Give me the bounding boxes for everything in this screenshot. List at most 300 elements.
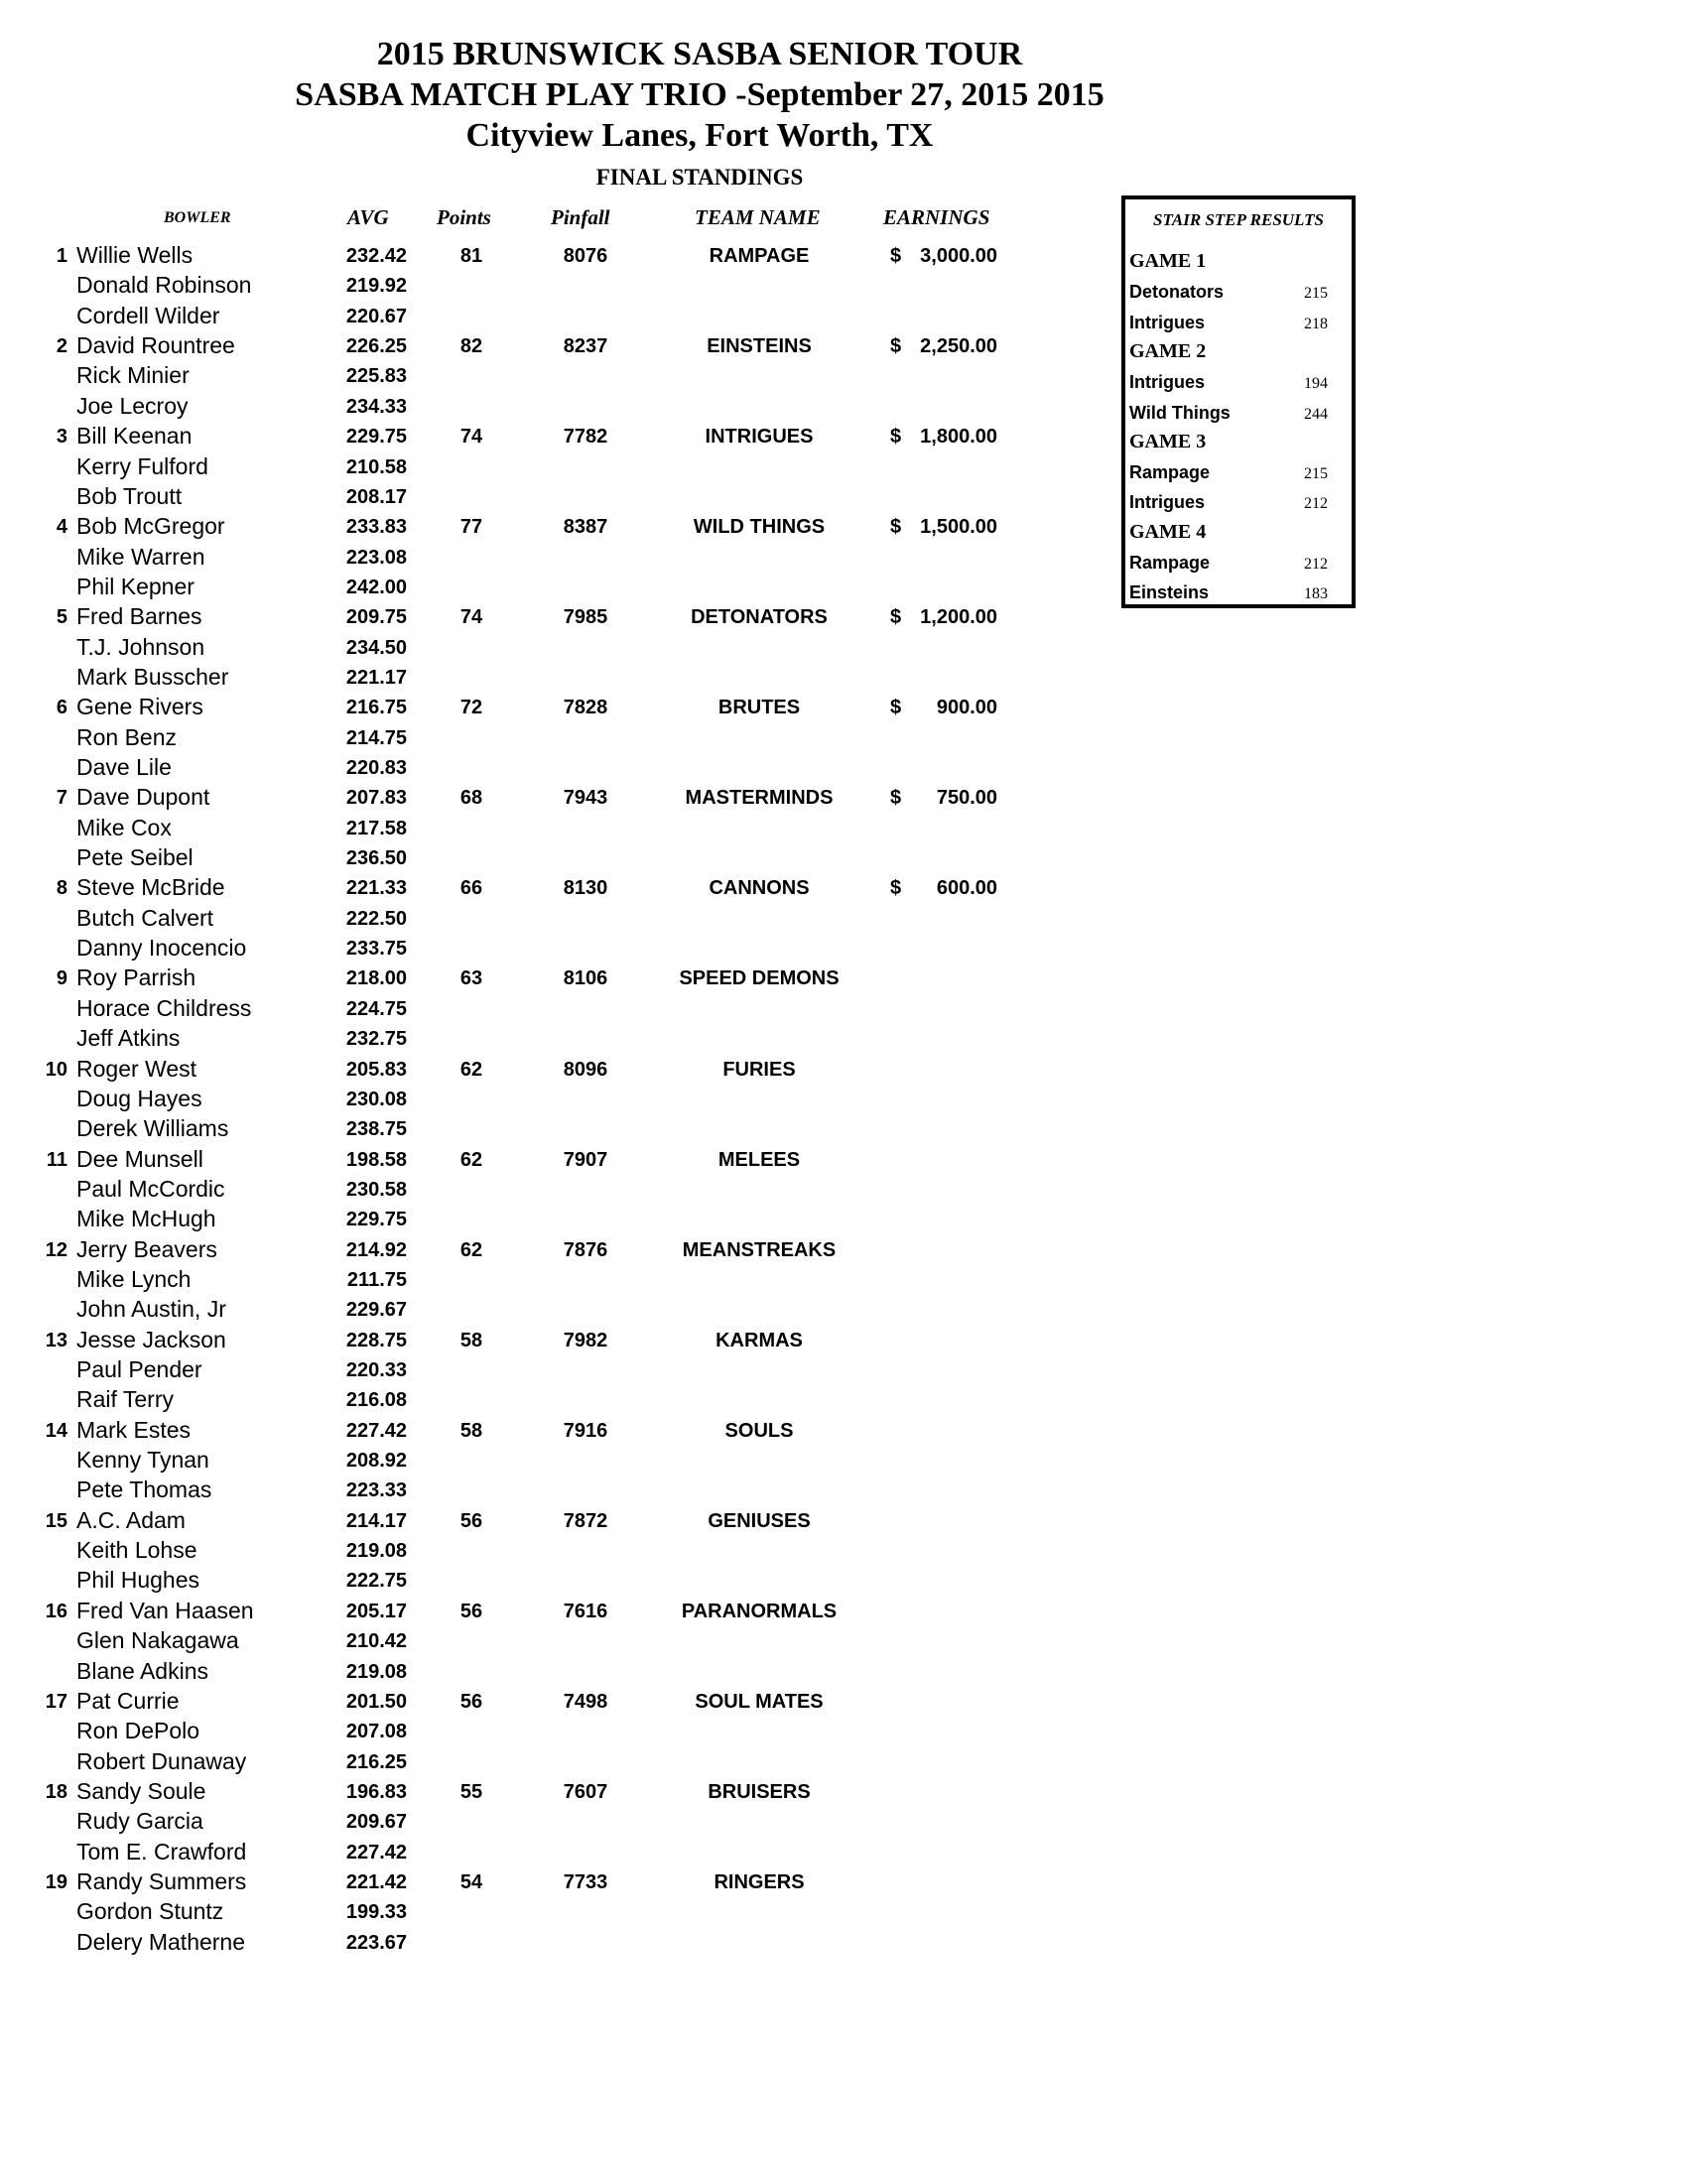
bowler-name: Dave Dupont [76,784,210,811]
rank-number: 7 [56,787,67,810]
bowler-name: Bill Keenan [76,423,193,450]
bowler-name: Jeff Atkins [76,1025,181,1052]
bowler-average: 221.17 [345,666,407,689]
stair-game-row [1129,518,1348,548]
stair-game-label: GAME 2 [1129,339,1207,362]
bowler-average: 225.83 [345,365,407,388]
team-name: SOULS [724,1419,794,1442]
team-earnings: 2,250.00 [920,335,997,358]
team-lead-row [0,1687,1092,1717]
table-row [0,1566,1092,1596]
bowler-average: 207.83 [345,787,407,810]
team-name: MELEES [717,1148,801,1171]
stair-team-name: Intrigues [1129,492,1206,513]
bowler-name: Bob McGregor [76,513,225,540]
bowler-average: 229.75 [345,426,407,449]
bowler-average: 234.33 [345,395,407,418]
team-name: GENIUSES [708,1509,811,1532]
bowler-name: Delery Matherne [76,1928,246,1955]
team-earnings: 1,800.00 [920,426,997,449]
team-pinfall: 7828 [563,697,608,719]
currency-symbol: $ [890,697,902,719]
table-row [0,1928,1092,1958]
bowler-name: Mike Warren [76,543,205,570]
rank-number: 17 [45,1690,67,1713]
table-row [0,904,1092,934]
bowler-average: 230.08 [345,1088,407,1110]
team-points: 58 [459,1419,483,1442]
currency-symbol: $ [890,335,902,358]
table-row [0,392,1092,422]
team-name: INTRIGUES [705,426,814,449]
team-points: 62 [459,1148,483,1171]
bowler-average: 216.75 [345,697,407,719]
column-header-avg: AVG [347,205,389,229]
bowler-name: Horace Childress [76,994,252,1021]
team-pinfall: 8076 [563,245,608,267]
bowler-average: 236.50 [345,847,407,869]
team-lead-row [0,693,1092,722]
table-row [0,1626,1092,1656]
rank-number: 3 [56,426,67,449]
stair-result-row [1129,487,1348,517]
table-row [0,1265,1092,1295]
table-row [0,1747,1092,1777]
table-row [0,723,1092,753]
stair-step-results-box [1121,195,1356,608]
bowler-average: 230.58 [345,1178,407,1201]
team-name: BRUISERS [708,1780,811,1803]
team-name: KARMAS [715,1329,803,1351]
team-pinfall: 7616 [563,1600,608,1622]
bowler-average: 229.75 [345,1209,407,1231]
currency-symbol: $ [890,426,902,449]
team-pinfall: 8106 [563,967,608,990]
column-header-pinfall: Pinfall [551,205,610,229]
bowler-average: 210.42 [345,1630,407,1653]
bowler-name: Joe Lecroy [76,392,189,419]
stair-team-name: Intrigues [1129,372,1206,393]
bowler-name: Ron DePolo [76,1718,200,1744]
rank-number: 13 [45,1329,67,1351]
stair-game-row [1129,247,1348,277]
team-lead-row [0,1597,1092,1626]
bowler-average: 201.50 [345,1690,407,1713]
stair-game-row [1129,428,1348,457]
bowler-average: 210.58 [345,455,407,478]
bowler-name: Jesse Jackson [76,1326,226,1352]
column-header-points: Points [437,205,491,229]
team-points: 74 [459,606,483,629]
bowler-name: T.J. Johnson [76,633,205,660]
bowler-name: David Rountree [76,332,235,359]
bowler-average: 222.50 [345,907,407,930]
team-name: MASTERMINDS [685,787,834,810]
stair-result-row [1129,398,1348,428]
table-row [0,1536,1092,1566]
table-row [0,1476,1092,1505]
bowler-average: 218.00 [345,967,407,990]
bowler-name: Fred Barnes [76,603,202,630]
team-pinfall: 7607 [563,1780,608,1803]
bowler-average: 198.58 [345,1148,407,1171]
team-points: 77 [459,516,483,539]
team-earnings: 3,000.00 [920,245,997,267]
team-points: 72 [459,697,483,719]
team-points: 81 [459,245,483,267]
table-row [0,1657,1092,1687]
team-points: 56 [459,1509,483,1532]
bowler-average: 209.75 [345,606,407,629]
stair-game-label: GAME 4 [1129,520,1207,543]
bowler-average: 209.67 [345,1811,407,1834]
team-lead-row [0,512,1092,542]
team-name: EINSTEINS [707,335,812,358]
bowler-average: 223.08 [345,546,407,569]
stair-score: 183 [1304,585,1328,603]
table-row [0,1295,1092,1325]
column-header-earnings: EARNINGS [883,205,990,229]
table-row [0,482,1092,512]
bowler-name: Keith Lohse [76,1537,197,1563]
stair-result-row [1129,457,1348,487]
bowler-name: Rick Minier [76,362,190,389]
stair-result-row [1129,308,1348,337]
bowler-name: Dee Munsell [76,1145,203,1172]
bowler-name: Paul McCordic [76,1175,225,1202]
team-lead-row [0,1867,1092,1897]
bowler-name: Steve McBride [76,874,225,901]
currency-symbol: $ [890,787,902,810]
team-pinfall: 7943 [563,787,608,810]
table-row [0,633,1092,663]
table-row [0,271,1092,301]
team-points: 68 [459,787,483,810]
column-header-team: TEAM NAME [695,205,821,229]
rank-number: 18 [45,1780,67,1803]
table-row [0,302,1092,331]
table-row [0,1175,1092,1205]
table-row [0,543,1092,573]
table-row [0,1024,1092,1054]
bowler-average: 220.33 [345,1359,407,1381]
bowler-average: 216.25 [345,1750,407,1773]
table-row [0,1717,1092,1746]
rank-number: 1 [56,245,67,267]
team-name: SOUL MATES [695,1690,824,1713]
table-row [0,1114,1092,1144]
bowler-name: Fred Van Haasen [76,1597,254,1623]
bowler-name: Butch Calvert [76,904,214,931]
table-row [0,663,1092,693]
stair-team-name: Wild Things [1129,402,1231,423]
currency-symbol: $ [890,516,902,539]
team-pinfall: 7876 [563,1238,608,1261]
bowler-name: Sandy Soule [76,1777,206,1804]
team-lead-row [0,873,1092,903]
bowler-average: 223.33 [345,1479,407,1502]
bowler-average: 205.83 [345,1058,407,1081]
team-lead-row [0,964,1092,993]
bowler-name: Roger West [76,1055,197,1082]
team-pinfall: 8237 [563,335,608,358]
team-pinfall: 7872 [563,1509,608,1532]
team-pinfall: 8096 [563,1058,608,1081]
bowler-average: 226.25 [345,335,407,358]
bowler-name: Roy Parrish [76,964,196,991]
team-points: 62 [459,1058,483,1081]
bowler-average: 205.17 [345,1600,407,1622]
stair-score: 218 [1304,315,1328,332]
bowler-name: Gordon Stuntz [76,1898,224,1925]
bowler-name: Pete Thomas [76,1477,212,1503]
bowler-average: 232.42 [345,245,407,267]
bowler-average: 214.75 [345,726,407,749]
team-points: 74 [459,426,483,449]
venue-title: Cityview Lanes, Fort Worth, TX [465,117,934,154]
team-name: RAMPAGE [709,245,810,267]
team-points: 56 [459,1600,483,1622]
team-name: FURIES [722,1058,796,1081]
table-row [0,452,1092,482]
team-lead-row [0,1416,1092,1446]
bowler-name: Mike McHugh [76,1206,216,1232]
bowler-average: 219.08 [345,1660,407,1683]
table-row [0,934,1092,964]
bowler-name: Dave Lile [76,754,172,780]
bowler-name: Ron Benz [76,723,178,750]
bowler-average: 221.42 [345,1870,407,1893]
team-lead-row [0,331,1092,361]
bowler-average: 223.67 [345,1931,407,1954]
bowler-average: 221.33 [345,877,407,900]
team-points: 55 [459,1780,483,1803]
currency-symbol: $ [890,877,902,900]
team-name: MEANSTREAKS [682,1238,837,1261]
team-points: 82 [459,335,483,358]
bowler-average: 211.75 [346,1268,407,1291]
bowler-average: 208.17 [345,485,407,508]
rank-number: 8 [56,877,67,900]
stair-result-row [1129,367,1348,397]
bowler-average: 238.75 [345,1118,407,1141]
team-pinfall: 7985 [563,606,608,629]
bowler-average: 217.58 [345,817,407,839]
bowler-name: Mike Cox [76,814,172,840]
bowler-name: Danny Inocencio [76,935,247,962]
bowler-name: Donald Robinson [76,272,252,299]
team-name: CANNONS [709,877,810,900]
team-lead-row [0,1235,1092,1265]
tour-title: 2015 BRUNSWICK SASBA SENIOR TOUR [376,36,1023,72]
team-pinfall: 8130 [563,877,608,900]
team-pinfall: 8387 [563,516,608,539]
team-points: 62 [459,1238,483,1261]
rank-number: 5 [56,606,67,629]
bowler-average: 199.33 [345,1901,407,1924]
team-name: RINGERS [714,1870,805,1893]
team-earnings: 1,500.00 [920,516,997,539]
stair-score: 215 [1304,285,1328,303]
team-points: 54 [459,1870,483,1893]
team-earnings: 1,200.00 [920,606,997,629]
rank-number: 14 [45,1419,67,1442]
bowler-name: Mark Estes [76,1416,192,1443]
bowler-average: 242.00 [345,576,407,598]
bowler-average: 228.75 [345,1329,407,1351]
bowler-average: 216.08 [345,1389,407,1412]
bowler-name: Mike Lynch [76,1265,192,1292]
rank-number: 4 [56,516,67,539]
stair-step-title: STAIR STEP RESULTS [1153,210,1324,229]
bowler-average: 227.42 [345,1841,407,1863]
currency-symbol: $ [890,245,902,267]
bowler-name: Robert Dunaway [76,1747,247,1774]
bowler-name: Rudy Garcia [76,1808,203,1835]
team-lead-row [0,783,1092,813]
team-points: 63 [459,967,483,990]
bowler-name: Tom E. Crawford [76,1838,247,1864]
rank-number: 16 [45,1600,67,1622]
bowler-name: Derek Williams [76,1115,229,1142]
team-points: 56 [459,1690,483,1713]
event-title: SASBA MATCH PLAY TRIO -September 27, 2015 2015 [295,76,1104,113]
team-pinfall: 7782 [563,426,608,449]
rank-number: 12 [45,1238,67,1261]
bowler-average: 233.75 [345,938,407,961]
bowler-average: 220.67 [345,305,407,327]
bowler-average: 222.75 [345,1570,407,1593]
bowler-name: Cordell Wilder [76,302,220,328]
bowler-average: 234.50 [345,636,407,659]
bowler-name: Jerry Beavers [76,1235,217,1262]
team-earnings: 900.00 [936,697,997,719]
bowler-average: 220.83 [345,757,407,779]
table-row [0,1085,1092,1114]
team-lead-row [0,422,1092,451]
team-lead-row [0,241,1092,271]
rank-number: 2 [56,335,67,358]
table-row [0,361,1092,391]
stair-result-row [1129,548,1348,578]
rank-number: 15 [45,1509,67,1532]
stair-score: 212 [1304,495,1328,513]
team-name: DETONATORS [691,606,828,629]
bowler-name: John Austin, Jr [76,1296,226,1323]
stair-team-name: Rampage [1129,462,1211,483]
stair-game-row [1129,337,1348,367]
bowler-average: 219.08 [345,1540,407,1562]
team-lead-row [0,1326,1092,1355]
bowler-name: Kerry Fulford [76,452,208,479]
currency-symbol: $ [890,606,902,629]
bowler-name: Raif Terry [76,1386,174,1413]
rank-number: 6 [56,697,67,719]
table-row [0,1205,1092,1234]
team-points: 66 [459,877,483,900]
table-row [0,573,1092,602]
table-row [0,843,1092,873]
team-pinfall: 7498 [563,1690,608,1713]
team-name: SPEED DEMONS [679,967,840,990]
column-header-bowler: BOWLER [164,209,231,226]
bowler-name: Kenny Tynan [76,1447,209,1473]
rank-number: 19 [45,1870,67,1893]
team-pinfall: 7982 [563,1329,608,1351]
bowler-name: A.C. Adam [76,1506,186,1533]
table-row [0,1807,1092,1837]
table-row [0,1838,1092,1867]
team-lead-row [0,602,1092,632]
team-points: 58 [459,1329,483,1351]
bowler-name: Willie Wells [76,242,194,268]
bowler-name: Blane Adkins [76,1657,208,1684]
bowler-name: Phil Kepner [76,573,195,599]
team-pinfall: 7733 [563,1870,608,1893]
bowler-name: Paul Pender [76,1356,202,1382]
team-lead-row [0,1055,1092,1085]
team-name: PARANORMALS [681,1600,838,1622]
bowler-name: Pat Currie [76,1687,180,1714]
team-lead-row [0,1145,1092,1175]
team-pinfall: 7916 [563,1419,608,1442]
table-row [0,753,1092,783]
bowler-name: Phil Hughes [76,1567,200,1594]
bowler-average: 214.92 [345,1238,407,1261]
stair-team-name: Detonators [1129,282,1225,303]
team-earnings: 600.00 [936,877,997,900]
bowler-average: 208.92 [345,1450,407,1472]
table-row [0,1385,1092,1415]
table-row [0,1897,1092,1927]
stair-score: 194 [1304,375,1328,393]
stair-score: 212 [1304,556,1328,573]
stair-team-name: Rampage [1129,553,1211,573]
rank-number: 10 [45,1058,67,1081]
stair-game-label: GAME 3 [1129,430,1207,452]
team-lead-row [0,1777,1092,1807]
team-pinfall: 7907 [563,1148,608,1171]
team-name: BRUTES [717,697,801,719]
bowler-average: 219.92 [345,275,407,298]
bowler-name: Doug Hayes [76,1085,202,1111]
bowler-average: 214.17 [345,1509,407,1532]
stair-score: 244 [1304,405,1328,423]
stair-team-name: Einsteins [1129,582,1210,603]
bowler-name: Bob Troutt [76,482,183,509]
rank-number: 9 [56,967,67,990]
bowler-average: 224.75 [345,997,407,1020]
team-lead-row [0,1506,1092,1536]
bowler-average: 227.42 [345,1419,407,1442]
table-row [0,1355,1092,1385]
bowler-average: 232.75 [345,1028,407,1051]
bowler-average: 207.08 [345,1721,407,1743]
stair-result-row [1129,578,1348,607]
stair-game-label: GAME 1 [1129,250,1207,272]
table-row [0,1446,1092,1476]
team-name: WILD THINGS [693,516,826,539]
bowler-name: Mark Busscher [76,663,229,690]
bowler-average: 229.67 [345,1299,407,1322]
bowler-average: 233.83 [345,516,407,539]
stair-score: 215 [1304,465,1328,483]
standings-heading: FINAL STANDINGS [595,165,804,190]
bowler-average: 196.83 [345,1780,407,1803]
bowler-name: Glen Nakagawa [76,1627,239,1654]
stair-result-row [1129,277,1348,307]
rank-number: 11 [46,1148,67,1171]
